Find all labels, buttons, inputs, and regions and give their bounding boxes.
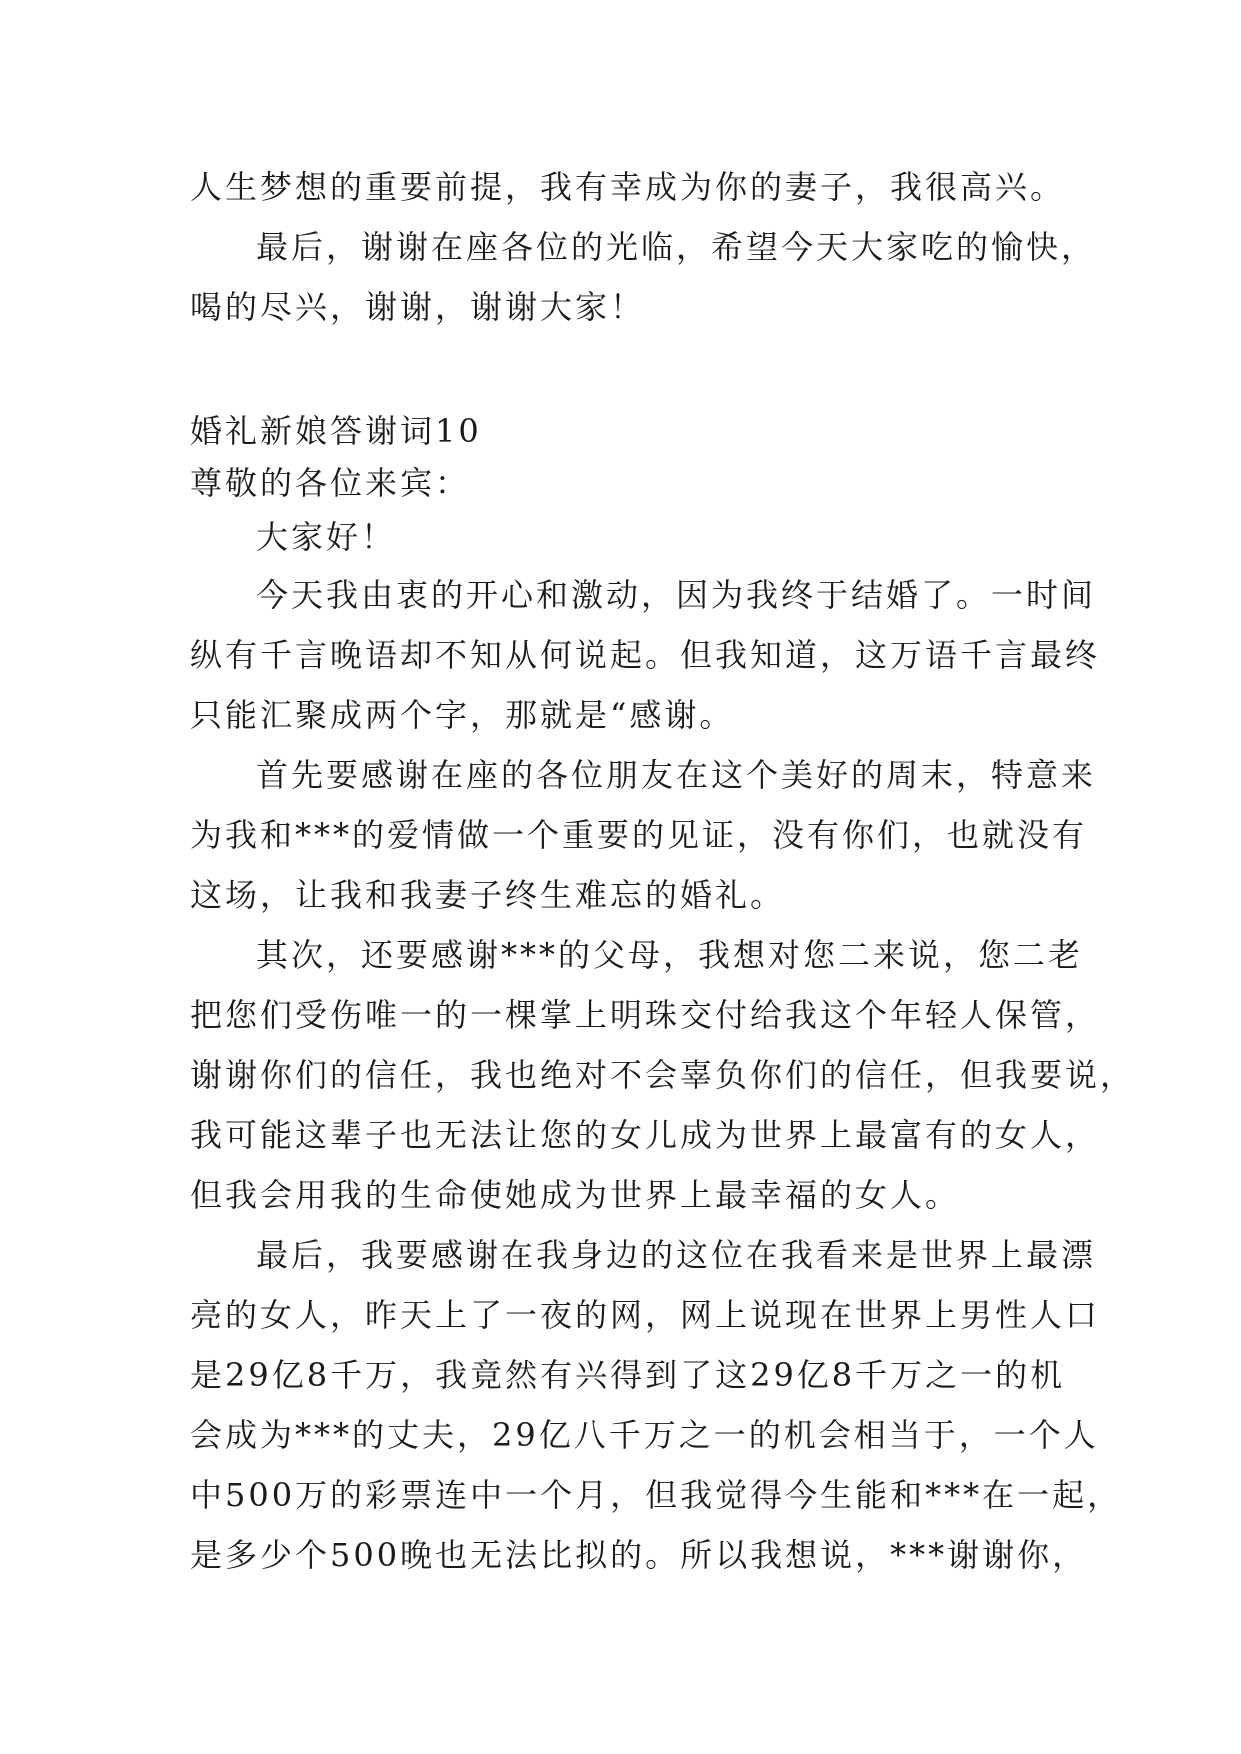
paragraph-line: 只能汇聚成两个字，那就是“感谢。 — [190, 696, 735, 734]
paragraph-line: 谢谢你们的信任，我也绝对不会辜负你们的信任，但我要说， — [190, 1056, 1136, 1094]
section-title: 婚礼新娘答谢词10 — [190, 412, 482, 450]
paragraph-line: 这场，让我和我妻子终生难忘的婚礼。 — [190, 876, 786, 914]
paragraph-line: 最后，我要感谢在我身边的这位在我看来是世界上最漂 — [256, 1236, 1097, 1274]
paragraph-line: 会成为***的丈夫，29亿八千万之一的机会相当于，一个人 — [190, 1416, 1099, 1454]
document-body — [190, 157, 1136, 1585]
paragraph-line: 把您们受伤唯一的一棵掌上明珠交付给我这个年轻人保管， — [190, 996, 1101, 1034]
paragraph-line: 首先要感谢在座的各位朋友在这个美好的周末，特意来 — [256, 756, 1097, 794]
paragraph-line: 亮的女人，昨天上了一夜的网，网上说现在世界上男性人口 — [190, 1296, 1101, 1334]
paragraph-line: 最后，谢谢在座各位的光临，希望今天大家吃的愉快， — [256, 228, 1097, 266]
paragraph-line: 是多少个500晚也无法比拟的。所以我想说，***谢谢你， — [190, 1536, 1088, 1574]
paragraph-line: 是29亿8千万，我竟然有兴得到了这29亿8千万之一的机 — [190, 1356, 1066, 1394]
paragraph-line: 其次，还要感谢***的父母，我想对您二来说，您二老 — [256, 936, 1084, 974]
greeting: 大家好！ — [256, 518, 397, 556]
section-gap — [190, 337, 1058, 397]
paragraph-line: 中500万的彩票连中一个月，但我觉得今生能和***在一起， — [190, 1476, 1123, 1514]
paragraph-line: 但我会用我的生命使她成为世界上最幸福的女人。 — [190, 1176, 961, 1214]
paragraph-line: 喝的尽兴，谢谢，谢谢大家！ — [190, 288, 646, 326]
paragraph-line: 人生梦想的重要前提，我有幸成为你的妻子，我很高兴。 — [190, 168, 1066, 206]
paragraph-line: 纵有千言晚语却不知从何说起。但我知道，这万语千言最终 — [190, 636, 1101, 674]
paragraph-line: 我可能这辈子也无法让您的女儿成为世界上最富有的女人， — [190, 1116, 1101, 1154]
paragraph-line: 今天我由衷的开心和激动，因为我终于结婚了。一时间 — [256, 576, 1097, 614]
paragraph-line: 为我和***的爱情做一个重要的见证，没有你们，也就没有 — [190, 816, 1088, 854]
salutation: 尊敬的各位来宾： — [190, 464, 471, 502]
